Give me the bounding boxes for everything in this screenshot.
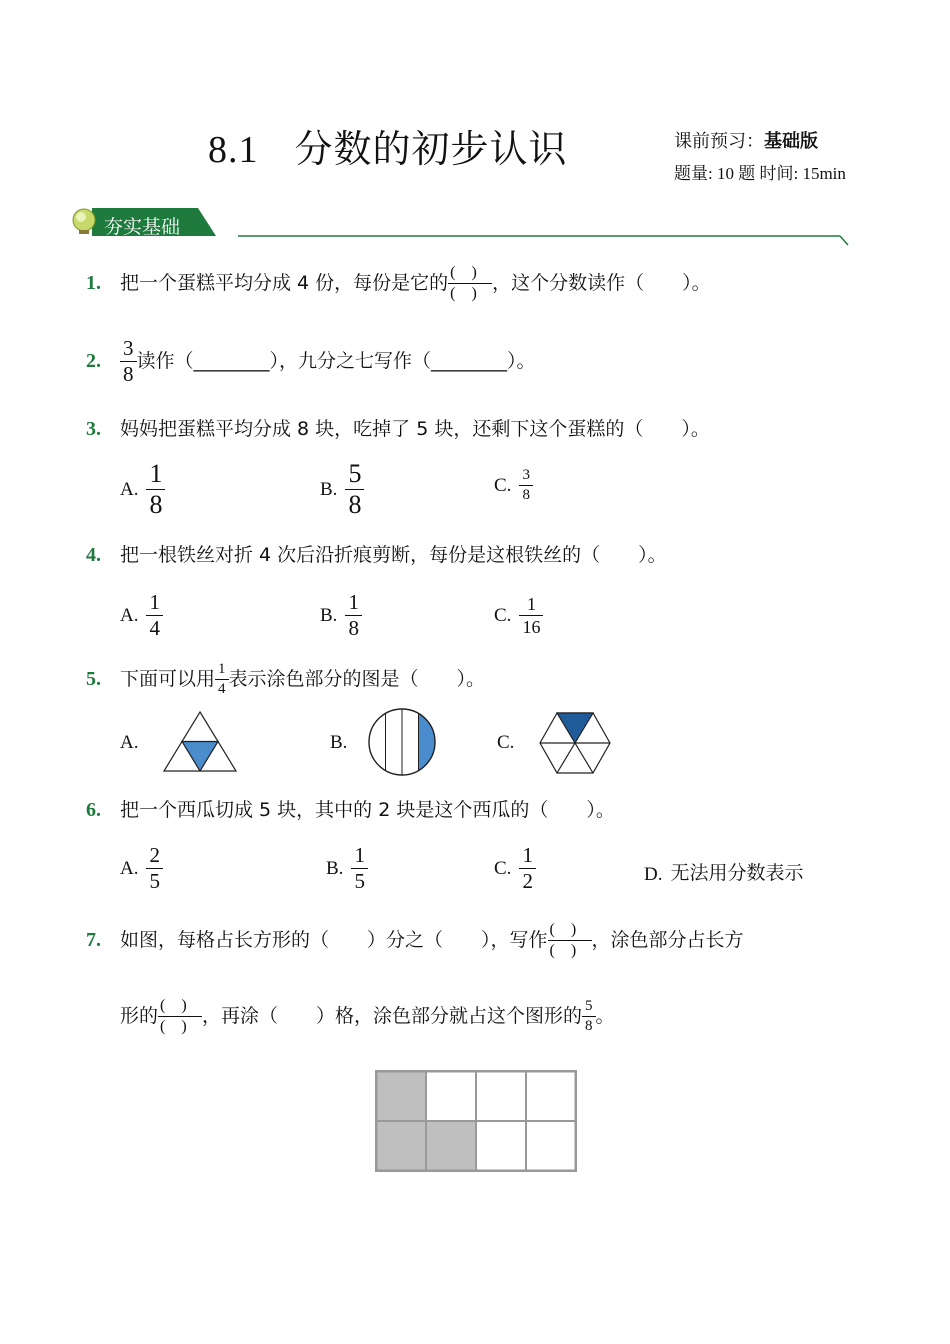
option-c[interactable]: C. $\frac{1}{16}$	[494, 595, 543, 636]
option-b[interactable]: B. $\frac{5}{8}$	[320, 461, 364, 518]
option-a-label[interactable]: A.	[120, 732, 139, 753]
option-c[interactable]: C. $\frac{1}{2}$	[494, 845, 536, 892]
question-5: 5. 下面可以用 $\frac{1}{4}$ 表示涂色部分的图是（ ）。	[86, 661, 486, 697]
rectangle-grid-figure	[375, 1070, 577, 1172]
fraction-blank[interactable]: $\frac{( )}{( )}$	[548, 922, 592, 959]
meta-quantity-time: 题量: 10 题 时间: 15min	[674, 164, 846, 183]
page-title	[208, 118, 568, 173]
option-d[interactable]: D. 无法用分数表示	[644, 862, 804, 885]
fraction-blank[interactable]: $\frac{( )}{( )}$	[448, 265, 492, 302]
option-a[interactable]: A. $\frac{1}{8}$	[120, 461, 165, 518]
hexagon-figure[interactable]	[538, 711, 612, 775]
circle-figure[interactable]	[366, 706, 440, 778]
option-a[interactable]: A. $\frac{2}{5}$	[120, 845, 163, 892]
triangle-figure[interactable]	[162, 708, 238, 774]
question-3: 3. 妈妈把蛋糕平均分成 8 块，吃掉了 5 块，还剩下这个蛋糕的（ ）。	[86, 418, 710, 440]
option-a[interactable]: A. $\frac{1}{4}$	[120, 592, 163, 639]
fraction-blank[interactable]: $\frac{( )}{( )}$	[158, 998, 202, 1035]
option-b-label[interactable]: B.	[330, 732, 348, 753]
section-number: 8.1	[208, 129, 259, 171]
question-1: 1. 把一个蛋糕平均分成 4 份，每份是它的 $\frac{( )}{( )}$ ，这个分数读作（ ）。	[86, 264, 711, 302]
question-7-line-2: 形的 $\frac{( )}{( )}$ ，再涂（ ）格，涂色部分就占这个图形的 $\frac{5}{8}$ 。	[120, 997, 615, 1035]
question-7-line-1: 7. 如图，每格占长方形的（ ）分之（ ），写作 $\frac{( )}{( )}$ ，涂色部分占长方	[86, 921, 744, 959]
banner-label: 夯实基础	[104, 216, 181, 238]
option-c-label[interactable]: C.	[497, 732, 515, 753]
option-c[interactable]: C. $\frac{3}{8}$	[494, 468, 533, 503]
meta-level: 课前预习：基础版	[674, 131, 818, 152]
option-b[interactable]: B. $\frac{1}{8}$	[320, 592, 362, 639]
section-banner	[70, 206, 850, 246]
question-4: 4. 把一根铁丝对折 4 次后沿折痕剪断，每份是这根铁丝的（ ）。	[86, 544, 667, 566]
fraction: $\frac{3}{8}$	[120, 338, 137, 385]
option-b[interactable]: B. $\frac{1}{5}$	[326, 845, 368, 892]
question-2: 2. $\frac{3}{8}$ 读作（________），九分之七写作（________）。	[86, 336, 536, 386]
question-6: 6. 把一个西瓜切成 5 块，其中的 2 块是这个西瓜的（ ）。	[86, 799, 615, 821]
title-text: 分数的初步认识	[294, 127, 568, 171]
